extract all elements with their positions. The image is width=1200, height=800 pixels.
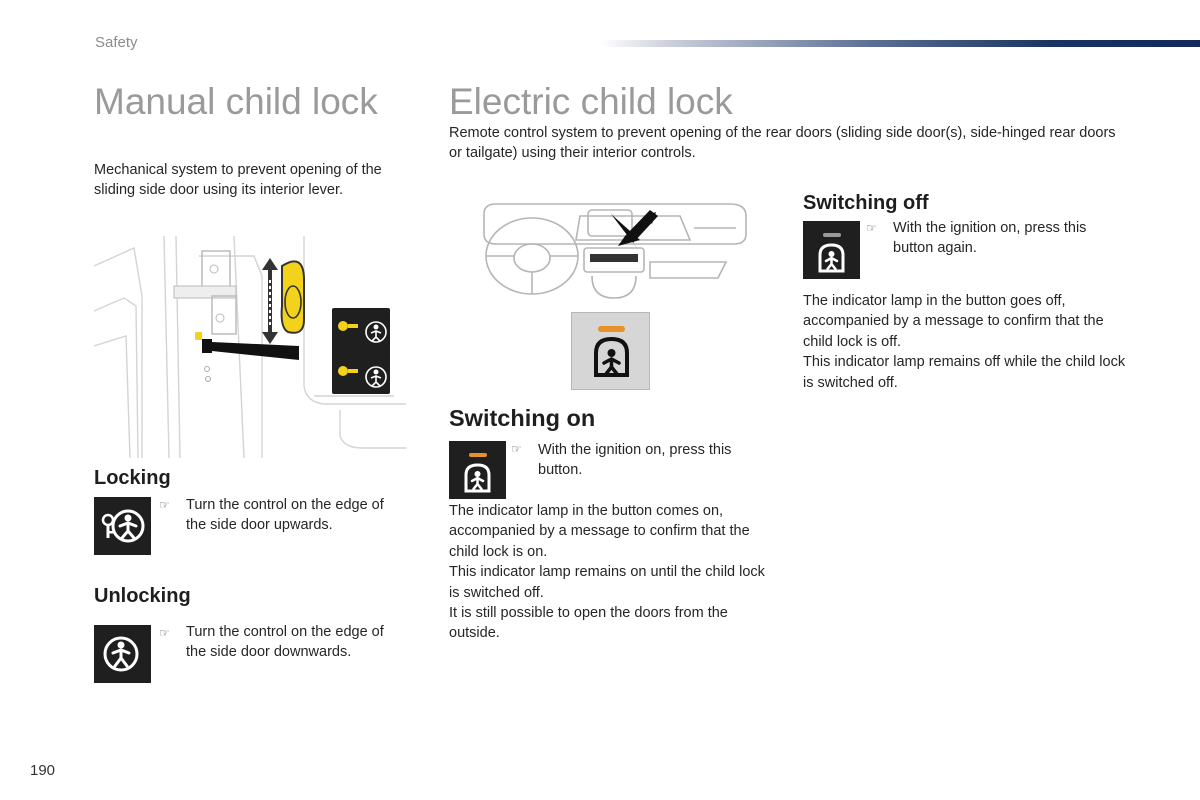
bullet-mark: ☞ — [159, 626, 170, 640]
bullet-mark: ☞ — [511, 442, 522, 456]
header-bar — [600, 40, 1200, 47]
bullet-mark: ☞ — [159, 498, 170, 512]
electric-child-lock-title: Electric child lock — [449, 81, 733, 122]
manual-child-lock-title: Manual child lock — [94, 81, 378, 122]
child-lock-button-illustration — [571, 312, 650, 390]
section-label: Safety — [95, 34, 138, 51]
bullet-mark: ☞ — [866, 221, 877, 235]
switching-off-heading: Switching off — [803, 192, 929, 214]
switching-off-instruction: With the ignition on, press this button again. — [893, 220, 1087, 257]
locking-instruction: Turn the control on the edge of the side door upwards. — [186, 497, 384, 534]
unlocking-instruction: Turn the control on the edge of the side door downwards. — [186, 624, 384, 661]
electric-child-lock-intro: Remote control system to prevent opening of the rear doors (sliding side door(s), side-hinged rear doors or tailgate) using their interior controls. — [449, 125, 1116, 162]
switching-on-heading: Switching on — [449, 405, 596, 431]
locking-heading: Locking — [94, 467, 171, 489]
manual-child-lock-intro: Mechanical system to prevent opening of the sliding side door using its interior lever. — [94, 162, 382, 199]
dashboard-illustration — [480, 196, 750, 302]
unlocking-heading: Unlocking — [94, 585, 191, 607]
switching-off-description: The indicator lamp in the button goes off, accompanied by a message to confirm that the child lock is off. This indicator lamp remains off while the child lock is switched off. — [803, 293, 1126, 391]
page-number: 190 — [30, 762, 56, 779]
child-lock-button-off-icon — [803, 221, 860, 279]
child-lock-locked-icon — [94, 497, 151, 555]
child-lock-button-on-icon — [449, 441, 506, 499]
child-lock-unlocked-icon — [94, 625, 151, 683]
door-lever-illustration — [94, 236, 406, 458]
switching-on-instruction: With the ignition on, press this button. — [538, 442, 732, 479]
switching-on-description: The indicator lamp in the button comes on, accompanied by a message to confirm that the child lock is on. This indicator lamp remains on until the child lock is switched off. It is still possible to open the doors from the outside. — [449, 503, 765, 642]
